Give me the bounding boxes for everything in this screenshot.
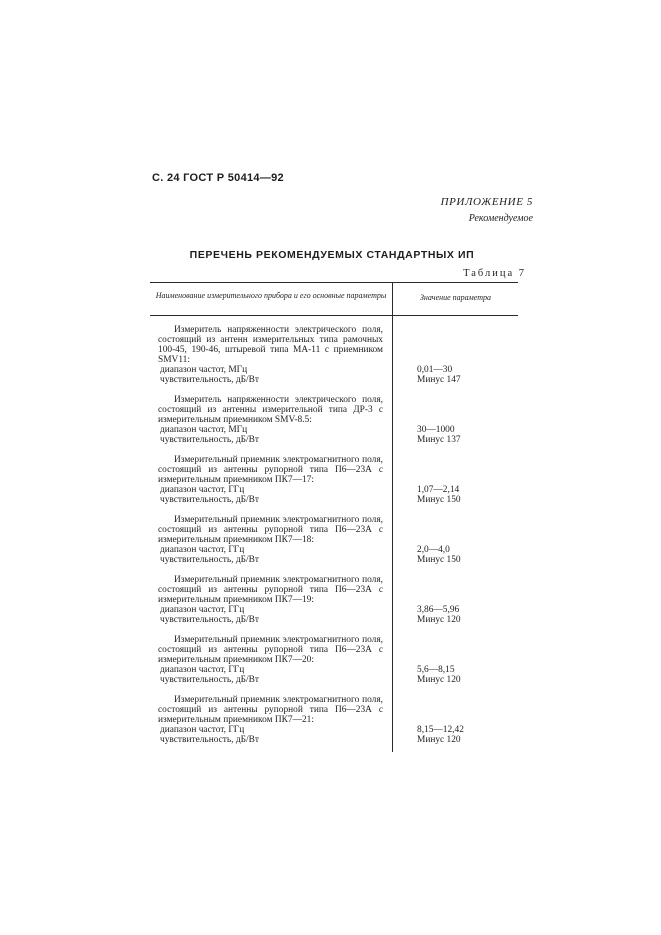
row-description [150,635,383,685]
row-values [417,365,461,385]
instrument-description: Измеритель напряженности электрического поля, состоящий из антенн измерительных типа рамочных 100-45, 190-46, штыревой типа МА-11 с приемником SMV11: [158,325,383,365]
instrument-description: Измеритель напряженности электрического поля, состоящий из антенны измерительной типа ДР-3 с измерительным приемником SMV-8.5: [158,395,383,425]
sensitivity-value: Минус 120 [417,735,461,745]
frequency-range-label: диапазон частот, ГГц [160,545,245,555]
table-row [150,395,518,445]
row-description [150,575,383,625]
frequency-range-label: диапазон частот, ГГц [160,485,245,495]
table-row [150,515,518,565]
sensitivity-value: Минус 147 [417,375,461,385]
frequency-range-label: диапазон частот, ГГц [160,665,245,675]
sensitivity-label: чувствительность, дБ/Вт [160,375,259,385]
instrument-description: Измерительный приемник электромагнитного поля, состоящий из антенны рупорной типа П6—23А с измерительным приемником ПК7—17: [158,455,383,485]
instrument-description: Измерительный приемник электромагнитного поля, состоящий из антенны рупорной типа П6—23А с измерительным приемником ПК7—18: [158,515,383,545]
sensitivity-label: чувствительность, дБ/Вт [160,735,259,745]
frequency-range-value: 30—1000 [417,425,455,435]
row-description [150,455,383,505]
sensitivity-value: Минус 137 [417,435,461,445]
frequency-range-value: 5,6—8,15 [417,665,455,675]
frequency-range-label: диапазон частот, МГц [160,365,248,375]
frequency-range-label: диапазон частот, ГГц [160,605,245,615]
table-body [150,325,518,745]
column-header-instrument: Наименование измерительного прибора и его основные параметры [155,291,387,300]
row-values [417,605,461,625]
table-top-rule [150,282,518,283]
appendix-subtitle: Рекомендуемое [468,213,533,224]
row-description [150,515,383,565]
sensitivity-value: Минус 120 [417,675,461,685]
row-values [417,725,464,745]
instrument-description: Измерительный приемник электромагнитного поля, состоящий из антенны рупорной типа П6—23А с измерительным приемником ПК7—21: [158,695,383,725]
row-values [417,425,461,445]
sensitivity-label: чувствительность, дБ/Вт [160,675,259,685]
sensitivity-label: чувствительность, дБ/Вт [160,435,259,445]
row-description [150,695,383,745]
table-row [150,325,518,385]
frequency-range-label: диапазон частот, ГГц [160,725,245,735]
row-values [417,665,461,685]
table-row [150,635,518,685]
sensitivity-value: Минус 150 [417,555,461,565]
document-title: ПЕРЕЧЕНЬ РЕКОМЕНДУЕМЫХ СТАНДАРТНЫХ ИП [189,249,475,261]
instrument-description: Измерительный приемник электромагнитного поля, состоящий из антенны рупорной типа П6—23А с измерительным приемником ПК7—19: [158,575,383,605]
frequency-range-value: 3,86—5,96 [417,605,460,615]
frequency-range-value: 0,01—30 [417,365,453,375]
sensitivity-label: чувствительность, дБ/Вт [160,615,259,625]
frequency-range-value: 2,0—4,0 [417,545,450,555]
row-description [150,395,383,445]
table-row [150,575,518,625]
frequency-range-value: 8,15—12,42 [417,725,464,735]
row-values [417,545,461,565]
row-values [417,485,461,505]
appendix-block [441,196,533,224]
table-label: Таблица 7 [463,268,526,279]
column-header-value: Значение параметра [419,293,492,302]
row-description [150,325,383,385]
page-header: С. 24 ГОСТ Р 50414—92 [152,172,284,184]
frequency-range-value: 1,07—2,14 [417,485,460,495]
parameters-table [150,282,518,752]
sensitivity-label: чувствительность, дБ/Вт [160,495,259,505]
frequency-range-label: диапазон частот, МГц [160,425,248,435]
appendix-title: ПРИЛОЖЕНИЕ 5 [440,196,533,208]
table-row [150,455,518,505]
sensitivity-label: чувствительность, дБ/Вт [160,555,259,565]
instrument-description: Измерительный приемник электромагнитного поля, состоящий из антенны рупорной типа П6—23А с измерительным приемником ПК7—20: [158,635,383,665]
table-row [150,695,518,745]
table-header-rule [150,315,518,316]
sensitivity-value: Минус 150 [417,495,461,505]
sensitivity-value: Минус 120 [417,615,461,625]
